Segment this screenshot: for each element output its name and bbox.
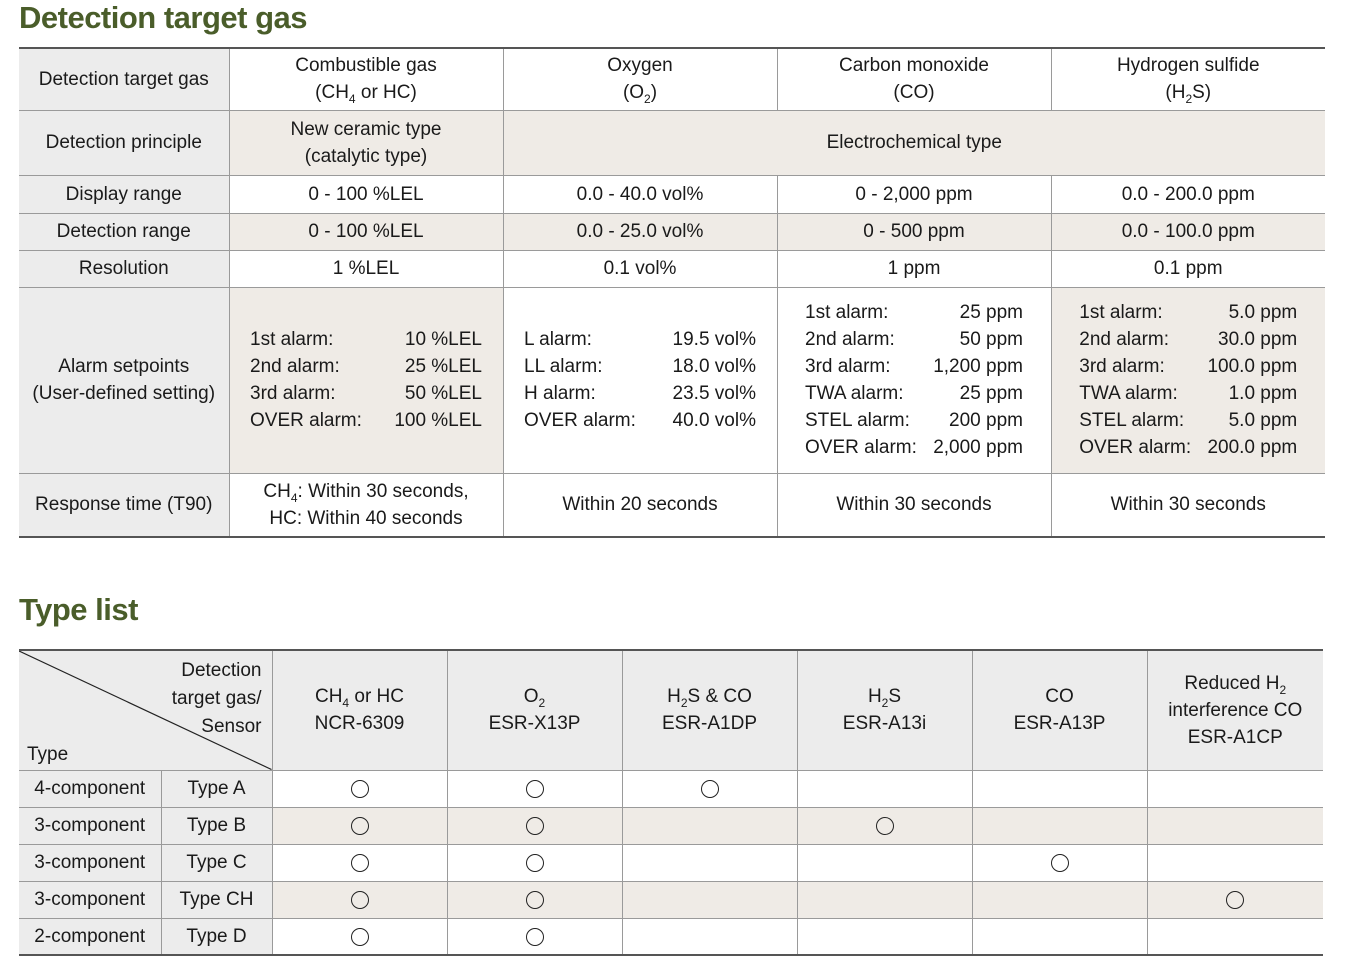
gas-formula: ($CH_4$ or HC) bbox=[315, 82, 417, 107]
gas-combustible bbox=[229, 48, 503, 110]
display-range-cell: 0.0 - 200.0 ppm bbox=[1051, 175, 1325, 213]
alarm-value: 200 ppm bbox=[949, 410, 1023, 431]
circle-mark-icon bbox=[876, 817, 894, 835]
sensor-availability-cell bbox=[622, 807, 797, 844]
type-list-table bbox=[19, 649, 1323, 956]
gas-formula: $(O_2)$ bbox=[622, 82, 658, 107]
gas-hydrogen-sulfide bbox=[1051, 48, 1325, 110]
type-name: Type CH bbox=[161, 881, 272, 918]
row-header-resolution: Resolution bbox=[19, 250, 229, 287]
alarm-value: 200.0 ppm bbox=[1207, 437, 1298, 458]
alarm-setpoint bbox=[524, 353, 756, 380]
alarm-label: 1st alarm: bbox=[1079, 302, 1163, 323]
response-h2s: Within 30 seconds bbox=[1051, 473, 1325, 537]
alarm-value: 100 %LEL bbox=[394, 410, 482, 431]
alarm-list bbox=[524, 326, 756, 434]
alarm-value: 50 ppm bbox=[959, 329, 1023, 350]
spec-row-gas bbox=[19, 48, 1325, 110]
type-name: Type D bbox=[161, 918, 272, 955]
alarm-value: 23.5 vol% bbox=[672, 383, 756, 404]
circle-mark-icon bbox=[526, 891, 544, 909]
circle-mark-icon bbox=[526, 817, 544, 835]
alarm-label: TWA alarm: bbox=[1079, 383, 1178, 404]
sensor-availability-cell bbox=[972, 881, 1147, 918]
alarm-label: 1st alarm: bbox=[805, 302, 889, 323]
response-oxygen: Within 20 seconds bbox=[503, 473, 777, 537]
alarm-setpoint bbox=[805, 434, 1023, 461]
spec-row-detection-range bbox=[19, 213, 1325, 250]
detection-range-cell: 0 - 500 ppm bbox=[777, 213, 1051, 250]
gas-carbon-monoxide bbox=[777, 48, 1051, 110]
alarm-label: L alarm: bbox=[524, 329, 592, 350]
alarm-setpoint bbox=[805, 299, 1023, 326]
sensor-availability-cell bbox=[272, 918, 447, 955]
display-range-cell: 0.0 - 40.0 vol% bbox=[503, 175, 777, 213]
sensor-availability-cell bbox=[797, 807, 972, 844]
alarm-setpoint bbox=[524, 407, 756, 434]
principle-electrochemical: Electrochemical type bbox=[503, 110, 1325, 175]
gas-name: Carbon monoxide bbox=[839, 55, 989, 77]
type-row bbox=[19, 918, 1323, 955]
alarm-label: 2nd alarm: bbox=[250, 356, 340, 377]
sensor-availability-cell bbox=[1147, 770, 1323, 807]
alarm-setpoint bbox=[1079, 326, 1297, 353]
circle-mark-icon bbox=[701, 780, 719, 798]
row-header-alarms: Alarm setpoints (User-defined setting) bbox=[19, 287, 229, 473]
sensor-availability-cell bbox=[622, 881, 797, 918]
alarm-value: 19.5 vol% bbox=[672, 329, 756, 350]
alarm-setpoint bbox=[1079, 353, 1297, 380]
gas-formula: $(H_2S)$ bbox=[1165, 82, 1212, 107]
sensor-availability-cell bbox=[972, 844, 1147, 881]
resolution-cell: 1 %LEL bbox=[229, 250, 503, 287]
corner-type-label: Type bbox=[27, 743, 69, 765]
type-name: Type C bbox=[161, 844, 272, 881]
alarm-list bbox=[805, 299, 1023, 461]
alarm-cell-oxygen bbox=[503, 287, 777, 473]
col-header-co: CO ESR-A13P bbox=[972, 650, 1147, 770]
type-header-row bbox=[19, 650, 1323, 770]
detection-spec-table bbox=[19, 47, 1325, 538]
circle-mark-icon bbox=[1226, 891, 1244, 909]
col-header-o2: $O_2$ ESR-X13P bbox=[447, 650, 622, 770]
circle-mark-icon bbox=[526, 928, 544, 946]
col-header-h2s-co: $H_2S$ & CO ESR-A1DP bbox=[622, 650, 797, 770]
alarm-list bbox=[250, 326, 482, 434]
sensor-availability-cell bbox=[447, 918, 622, 955]
alarm-label: STEL alarm: bbox=[805, 410, 910, 431]
alarm-label: STEL alarm: bbox=[1079, 410, 1185, 431]
component-count: 3-component bbox=[19, 807, 161, 844]
resolution-cell: 1 ppm bbox=[777, 250, 1051, 287]
gas-name: Combustible gas bbox=[295, 55, 437, 77]
alarm-setpoint bbox=[524, 380, 756, 407]
sensor-availability-cell bbox=[797, 844, 972, 881]
alarm-setpoint bbox=[1079, 380, 1297, 407]
circle-mark-icon bbox=[351, 891, 369, 909]
corner-gas-sensor-label: Detection target gas/ Sensor bbox=[171, 660, 262, 737]
type-row bbox=[19, 807, 1323, 844]
alarm-setpoint bbox=[250, 407, 482, 434]
alarm-value: 25 ppm bbox=[959, 383, 1023, 404]
alarm-value: 50 %LEL bbox=[404, 383, 482, 404]
component-count: 3-component bbox=[19, 844, 161, 881]
circle-mark-icon bbox=[1051, 854, 1069, 872]
alarm-label: 2nd alarm: bbox=[1079, 329, 1170, 350]
alarm-label: TWA alarm: bbox=[805, 383, 904, 404]
col-header-reduced-h2-co: Reduced $H_2$ interference CO ESR-A1CP bbox=[1147, 650, 1323, 770]
alarm-setpoint bbox=[250, 353, 482, 380]
alarm-setpoint bbox=[1079, 299, 1297, 326]
circle-mark-icon bbox=[351, 854, 369, 872]
type-row bbox=[19, 881, 1323, 918]
spec-row-alarms bbox=[19, 287, 1325, 473]
alarm-value: 18.0 vol% bbox=[672, 356, 756, 377]
alarm-value: 40.0 vol% bbox=[672, 410, 756, 431]
alarm-value: 100.0 ppm bbox=[1207, 356, 1298, 377]
response-combustible: $CH_4$: Within 30 seconds, HC: Within 40 seconds bbox=[229, 473, 503, 537]
alarm-value: 5.0 ppm bbox=[1228, 410, 1298, 431]
detection-range-cell: 0 - 100 %LEL bbox=[229, 213, 503, 250]
alarm-setpoint bbox=[250, 326, 482, 353]
sensor-availability-cell bbox=[447, 844, 622, 881]
row-header-principle: Detection principle bbox=[19, 110, 229, 175]
circle-mark-icon bbox=[526, 854, 544, 872]
alarm-label: LL alarm: bbox=[524, 356, 603, 377]
circle-mark-icon bbox=[351, 928, 369, 946]
resolution-cell: 0.1 vol% bbox=[503, 250, 777, 287]
sensor-availability-cell bbox=[972, 770, 1147, 807]
alarm-setpoint bbox=[250, 380, 482, 407]
display-range-cell: 0 - 2,000 ppm bbox=[777, 175, 1051, 213]
sensor-availability-cell bbox=[622, 918, 797, 955]
alarm-list bbox=[1079, 299, 1297, 461]
alarm-setpoint bbox=[1079, 434, 1297, 461]
gas-formula: (CO) bbox=[893, 82, 935, 104]
sensor-availability-cell bbox=[972, 918, 1147, 955]
alarm-label: OVER alarm: bbox=[1079, 437, 1192, 458]
section-title-type-list: Type list bbox=[19, 592, 138, 627]
sensor-availability-cell bbox=[272, 844, 447, 881]
response-co: Within 30 seconds bbox=[777, 473, 1051, 537]
alarm-setpoint bbox=[1079, 407, 1297, 434]
alarm-setpoint bbox=[805, 407, 1023, 434]
type-rows bbox=[19, 770, 1323, 955]
sensor-availability-cell bbox=[622, 844, 797, 881]
detection-range-cell: 0.0 - 100.0 ppm bbox=[1051, 213, 1325, 250]
alarm-value: 30.0 ppm bbox=[1218, 329, 1298, 350]
alarm-cell-h2s bbox=[1051, 287, 1325, 473]
sensor-availability-cell bbox=[797, 918, 972, 955]
sensor-availability-cell bbox=[447, 807, 622, 844]
circle-mark-icon bbox=[351, 817, 369, 835]
component-count: 2-component bbox=[19, 918, 161, 955]
type-row bbox=[19, 844, 1323, 881]
circle-mark-icon bbox=[351, 780, 369, 798]
col-header-h2s: $H_2S$ ESR-A13i bbox=[797, 650, 972, 770]
spec-row-display-range bbox=[19, 175, 1325, 213]
spec-row-resolution bbox=[19, 250, 1325, 287]
component-count: 3-component bbox=[19, 881, 161, 918]
row-header-gas: Detection target gas bbox=[19, 48, 229, 110]
alarm-label: 3rd alarm: bbox=[1079, 356, 1165, 377]
circle-mark-icon bbox=[526, 780, 544, 798]
sensor-availability-cell bbox=[797, 881, 972, 918]
alarm-setpoint bbox=[805, 326, 1023, 353]
sensor-availability-cell bbox=[1147, 844, 1323, 881]
alarm-label: OVER alarm: bbox=[250, 410, 362, 431]
resolution-cell: 0.1 ppm bbox=[1051, 250, 1325, 287]
sensor-availability-cell bbox=[1147, 881, 1323, 918]
type-name: Type A bbox=[161, 770, 272, 807]
sensor-availability-cell bbox=[272, 807, 447, 844]
component-count: 4-component bbox=[19, 770, 161, 807]
alarm-setpoint bbox=[524, 326, 756, 353]
alarm-value: 1.0 ppm bbox=[1228, 383, 1298, 404]
alarm-value: 2,000 ppm bbox=[933, 437, 1023, 458]
sensor-availability-cell bbox=[622, 770, 797, 807]
sensor-availability-cell bbox=[972, 807, 1147, 844]
alarm-setpoint bbox=[805, 380, 1023, 407]
sensor-availability-cell bbox=[797, 770, 972, 807]
alarm-label: 2nd alarm: bbox=[805, 329, 895, 350]
type-name: Type B bbox=[161, 807, 272, 844]
alarm-value: 25 %LEL bbox=[404, 356, 482, 377]
sensor-availability-cell bbox=[1147, 807, 1323, 844]
type-row bbox=[19, 770, 1323, 807]
section-title-detection-target-gas: Detection target gas bbox=[19, 0, 308, 35]
alarm-label: 3rd alarm: bbox=[805, 356, 891, 377]
alarm-label: 1st alarm: bbox=[250, 329, 334, 350]
gas-name: Hydrogen sulfide bbox=[1116, 55, 1260, 77]
spec-row-principle bbox=[19, 110, 1325, 175]
sensor-availability-cell bbox=[447, 881, 622, 918]
alarm-value: 1,200 ppm bbox=[933, 356, 1023, 377]
detection-range-cell: 0.0 - 25.0 vol% bbox=[503, 213, 777, 250]
gas-name: Oxygen bbox=[607, 55, 673, 77]
sensor-availability-cell bbox=[447, 770, 622, 807]
row-header-response: Response time (T90) bbox=[19, 473, 229, 537]
alarm-label: OVER alarm: bbox=[805, 437, 917, 458]
principle-combustible: New ceramic type (catalytic type) bbox=[229, 110, 503, 175]
row-header-detection-range: Detection range bbox=[19, 213, 229, 250]
alarm-label: OVER alarm: bbox=[524, 410, 636, 431]
sensor-availability-cell bbox=[272, 881, 447, 918]
alarm-cell-combustible bbox=[229, 287, 503, 473]
sensor-availability-cell bbox=[272, 770, 447, 807]
col-header-ch4: $CH_4$ or HC NCR-6309 bbox=[272, 650, 447, 770]
gas-oxygen bbox=[503, 48, 777, 110]
display-range-cell: 0 - 100 %LEL bbox=[229, 175, 503, 213]
alarm-value: 25 ppm bbox=[959, 302, 1023, 323]
alarm-value: 5.0 ppm bbox=[1228, 302, 1298, 323]
alarm-cell-co bbox=[777, 287, 1051, 473]
alarm-label: H alarm: bbox=[524, 383, 596, 404]
alarm-value: 10 %LEL bbox=[404, 329, 482, 350]
alarm-label: 3rd alarm: bbox=[250, 383, 336, 404]
alarm-setpoint bbox=[805, 353, 1023, 380]
corner-header bbox=[19, 650, 272, 770]
spec-row-response bbox=[19, 473, 1325, 537]
row-header-display-range: Display range bbox=[19, 175, 229, 213]
sensor-availability-cell bbox=[1147, 918, 1323, 955]
